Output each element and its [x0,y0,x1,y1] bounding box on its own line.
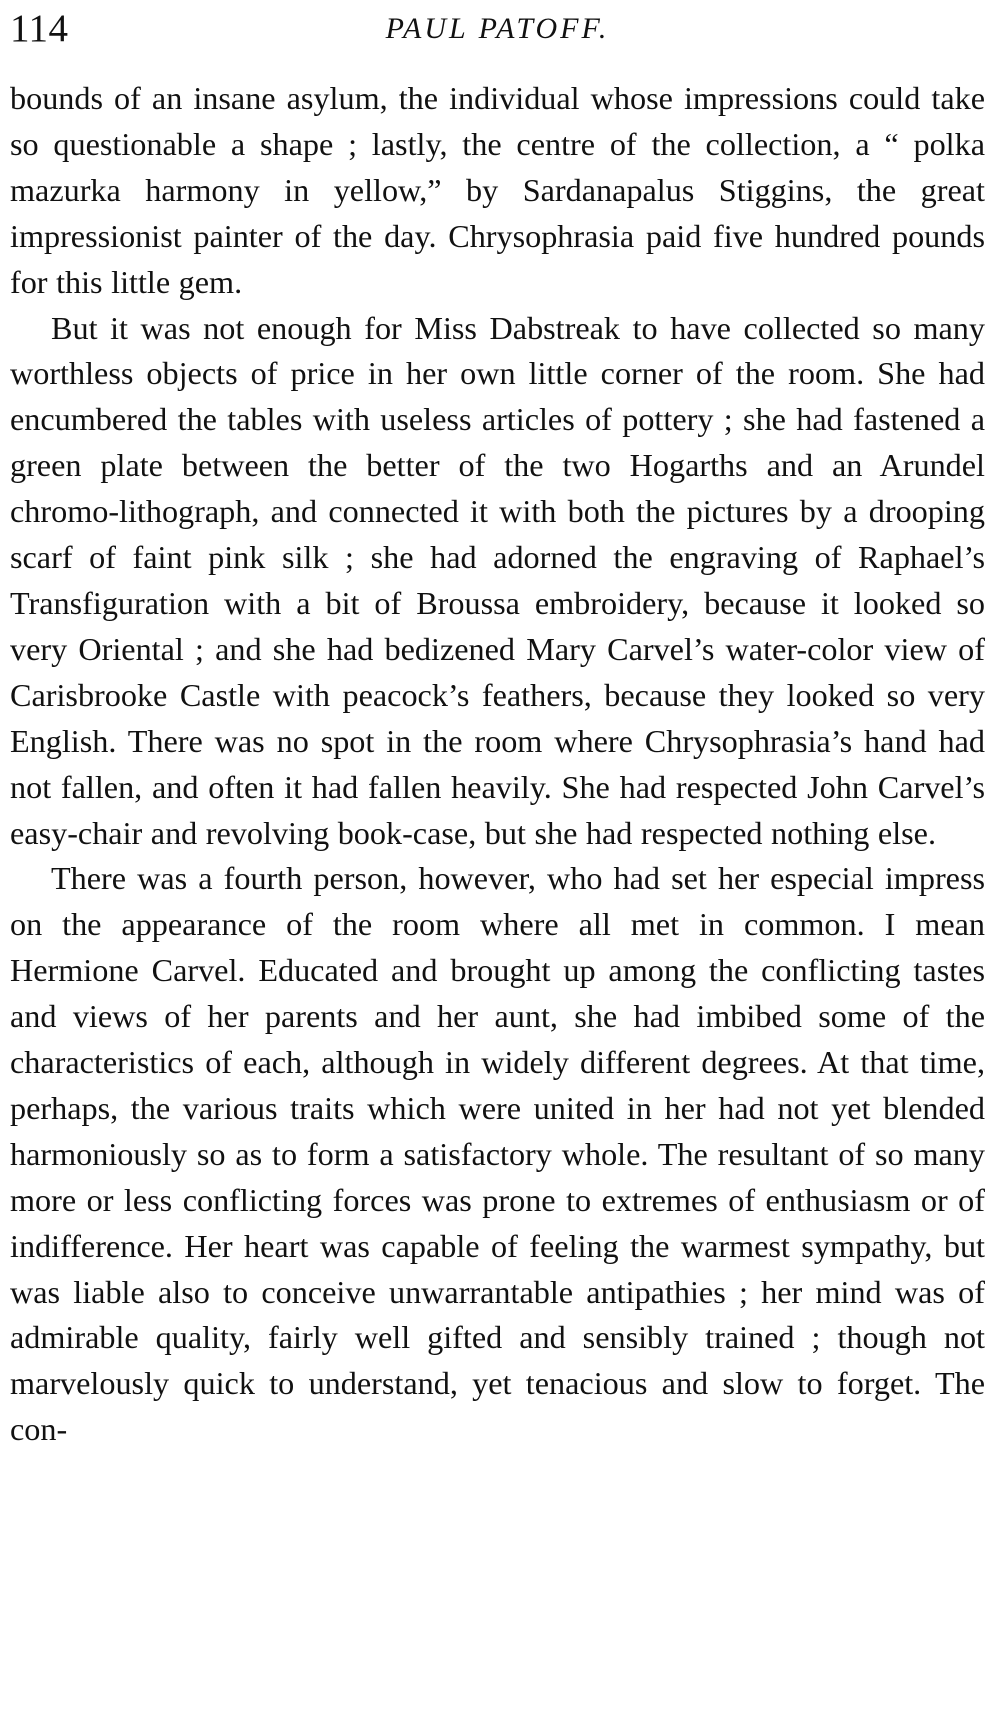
paragraph: There was a fourth person, however, who had set her especial impress on the appearance of the room where all met in common. I mean Hermione Carvel. Educated and brought up among the conflicting tastes and views of her parents and her aunt, she had imbibed some of the characteristics of each, although in widely different degrees. At that time, perhaps, the various traits which were united in her had not yet blended harmoniously so as to form a satisfactory whole. The resultant of so many more or less conflicting forces was prone to extremes of enthusiasm or of indifference. Her heart was capable of feeling the warmest sympathy, but was liable also to conceive unwarrantable antipathies ; her mind was of admirable quality, fairly well gifted and sensibly trained ; though not marvelously quick to understand, yet tenacious and slow to forget. The con- [10,860,985,1448]
paragraph-continued: bounds of an insane asylum, the individual whose impressions could take so questionable a shape ; lastly, the centre of the collection, a “ polka mazurka harmony in yellow,” by Sardanapalus Stiggins, the great impressionist painter of the day. Chrysophrasia paid five hundred pounds for this little gem. [10,80,985,300]
page-number: 114 [10,7,69,50]
running-title: PAUL PATOFF. [385,12,610,45]
body-text [10,76,985,1453]
paragraph: But it was not enough for Miss Dabstreak to have collected so many worthless objects of price in her own little corner of the room. She had encumbered the tables with useless articles of pottery ; she had fastened a green plate between the better of the two Hogarths and an Arundel chromo-lithograph, and connected it with both the pictures by a drooping scarf of faint pink silk ; she had adorned the engraving of Raphael’s Transfiguration with a bit of Broussa embroidery, because it looked so very Oriental ; and she had bedizened Mary Carvel’s water-color view of Carisbrooke Castle with peacock’s feathers, because they looked so very English. There was no spot in the room where Chrysophrasia’s hand had not fallen, and often it had fallen heavily. She had respected John Carvel’s easy-chair and revolving book-case, but she had respected nothing else. [10,309,985,851]
page-header [10,4,985,54]
